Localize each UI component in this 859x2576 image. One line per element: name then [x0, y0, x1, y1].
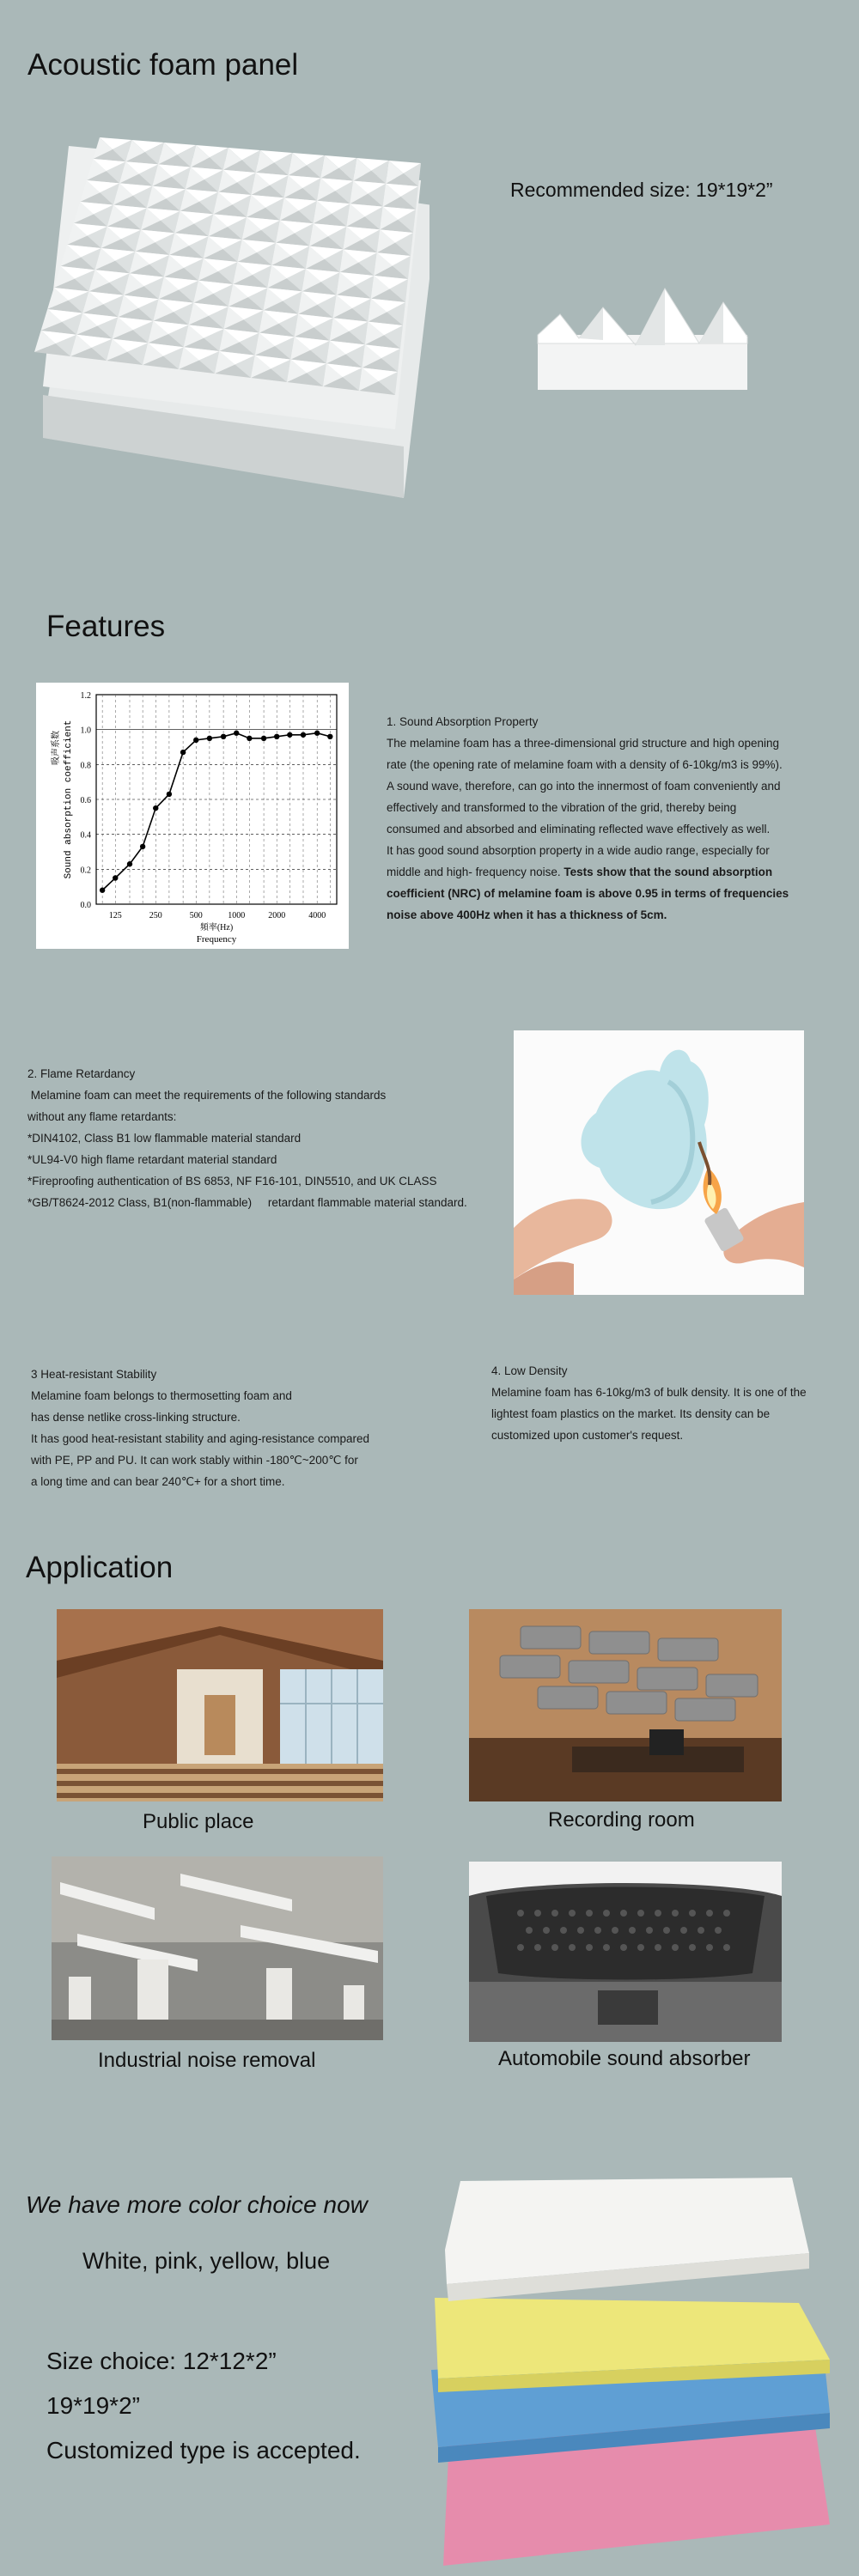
p4-line: Melamine foam has 6-10kg/m3 of bulk density. It is one of the — [491, 1386, 807, 1399]
chart-x-tick-label: 4000 — [308, 911, 326, 920]
sound-absorption-text — [387, 711, 833, 926]
color-list: White, pink, yellow, blue — [82, 2248, 331, 2274]
p1-line: rate (the opening rate of melamine foam with a density of 6-10kg/m3 is 99%). — [387, 758, 783, 771]
chart-y-label: Sound absorption coefficient — [64, 720, 74, 879]
chart-y-tick-label: 0.0 — [80, 901, 91, 910]
p4-heading: 4. Low Density — [491, 1364, 568, 1377]
recording-room-caption: Recording room — [548, 1808, 695, 1832]
size-choice-line2: 19*19*2” — [46, 2392, 140, 2419]
p4-line: customized upon customer's request. — [491, 1429, 684, 1442]
p1-heading: 1. Sound Absorption Property — [387, 715, 539, 728]
chart-y-label-cn: 吸声系数 — [52, 731, 61, 765]
industrial-caption: Industrial noise removal — [98, 2049, 316, 2072]
chart-y-tick-label: 1.2 — [80, 691, 91, 701]
flame-retardancy-text — [27, 1063, 509, 1213]
automobile-photo — [469, 1862, 782, 2042]
chart-x-tick-label: 1000 — [228, 911, 246, 920]
p1-bold: coefficient (NRC) of melamine foam is above 0.95 in terms of frequencies — [387, 887, 789, 900]
p1-line: middle and high- frequency noise. — [387, 866, 561, 878]
chart-data-point — [207, 736, 212, 741]
chart-data-point — [140, 844, 145, 849]
p1-line: A sound wave, therefore, can go into the innermost of foam conveniently and — [387, 780, 781, 793]
automobile-caption: Automobile sound absorber — [498, 2047, 751, 2070]
industrial-photo — [52, 1856, 383, 2040]
size-choice-line1: Size choice: 12*12*2” — [46, 2348, 277, 2374]
p1-bold: Tests show that the sound absorption — [564, 866, 773, 878]
p1-line: It has good sound absorption property in a wide audio range, especially for — [387, 844, 770, 857]
p1-line: consumed and absorbed and eliminating reflected wave effectively as well. — [387, 823, 771, 835]
chart-x-tick-label: 500 — [189, 911, 203, 920]
chart-data-point — [274, 734, 279, 739]
chart-data-point — [314, 731, 320, 736]
p1-line: The melamine foam has a three-dimensional grid structure and high opening — [387, 737, 780, 750]
color-choice-headline: We have more color choice now — [26, 2191, 368, 2218]
features-title: Features — [46, 610, 166, 643]
chart-x-tick-label: 2000 — [268, 911, 286, 920]
foam-profile-image — [534, 283, 751, 393]
page-title: Acoustic foam panel — [27, 48, 299, 82]
p3-line: a long time and can bear 240℃+ for a short time. — [31, 1475, 285, 1488]
p4-line: lightest foam plastics on the market. Its density can be — [491, 1407, 771, 1420]
p3-line: Melamine foam belongs to thermosetting foam and — [31, 1389, 292, 1402]
p1-bold: noise above 400Hz when it has a thickness of 5cm. — [387, 908, 667, 921]
color-foam-stack — [426, 2164, 838, 2567]
chart-data-point — [234, 731, 239, 736]
chart-x-label: Frequency — [196, 934, 237, 945]
chart-y-tick-label: 0.8 — [80, 761, 91, 771]
p3-heading: 3 Heat-resistant Stability — [31, 1368, 157, 1381]
chart-data-point — [127, 861, 132, 866]
heat-resistance-text — [31, 1364, 435, 1492]
recording-room-photo — [469, 1609, 782, 1801]
flame-test-photo — [514, 1030, 804, 1295]
chart-y-tick-label: 0.6 — [80, 796, 91, 805]
p2-line: *Fireproofing authentication of BS 6853, NF F16-101, DIN5510, and UK CLASS — [27, 1175, 437, 1188]
acoustic-panel-image — [34, 137, 430, 507]
chart-y-tick-label: 1.0 — [80, 726, 91, 736]
chart-x-tick-label: 125 — [108, 911, 122, 920]
chart-data-point — [221, 734, 226, 739]
public-place-photo — [57, 1609, 383, 1801]
chart-data-point — [193, 738, 198, 743]
p3-line: It has good heat-resistant stability and aging-resistance compared — [31, 1432, 369, 1445]
low-density-text — [491, 1360, 852, 1446]
p2-line: *UL94-V0 high flame retardant material standard — [27, 1153, 277, 1166]
p2-line: Melamine foam can meet the requirements of the following standards — [27, 1089, 387, 1102]
chart-data-point — [261, 736, 266, 741]
chart-y-tick-label: 0.4 — [80, 830, 91, 841]
absorption-chart-svg — [36, 683, 349, 949]
chart-data-point — [287, 732, 292, 738]
p2-line: *DIN4102, Class B1 low flammable material standard — [27, 1132, 302, 1145]
chart-x-tick-label: 250 — [149, 911, 162, 920]
p2-heading: 2. Flame Retardancy — [27, 1067, 136, 1080]
chart-x-label-cn: 頻率(Hz) — [199, 923, 234, 933]
application-title: Application — [26, 1551, 174, 1584]
chart-data-point — [100, 888, 105, 893]
custom-type-note: Customized type is accepted. — [46, 2437, 361, 2464]
p2-line: without any flame retardants: — [27, 1110, 177, 1123]
chart-y-tick-label: 0.2 — [80, 866, 91, 876]
recommended-size-label: Recommended size: 19*19*2” — [510, 179, 773, 201]
p3-line: has dense netlike cross-linking structure. — [31, 1411, 241, 1424]
chart-data-point — [113, 875, 118, 880]
chart-data-point — [327, 734, 332, 739]
chart-data-point — [167, 792, 172, 797]
p1-line: effectively and transformed to the vibration of the grid, thereby being — [387, 801, 737, 814]
chart-series-line — [102, 733, 330, 890]
chart-data-point — [180, 750, 186, 755]
p3-line: with PE, PP and PU. It can work stably within -180℃~200℃ for — [31, 1454, 358, 1467]
chart-data-point — [301, 732, 306, 738]
p2-line: *GB/T8624-2012 Class, B1(non-flammable) retardant flammable material standard. — [27, 1196, 467, 1209]
chart-data-point — [153, 805, 158, 811]
chart-data-point — [247, 736, 252, 741]
public-place-caption: Public place — [143, 1810, 254, 1833]
absorption-chart — [36, 683, 349, 949]
